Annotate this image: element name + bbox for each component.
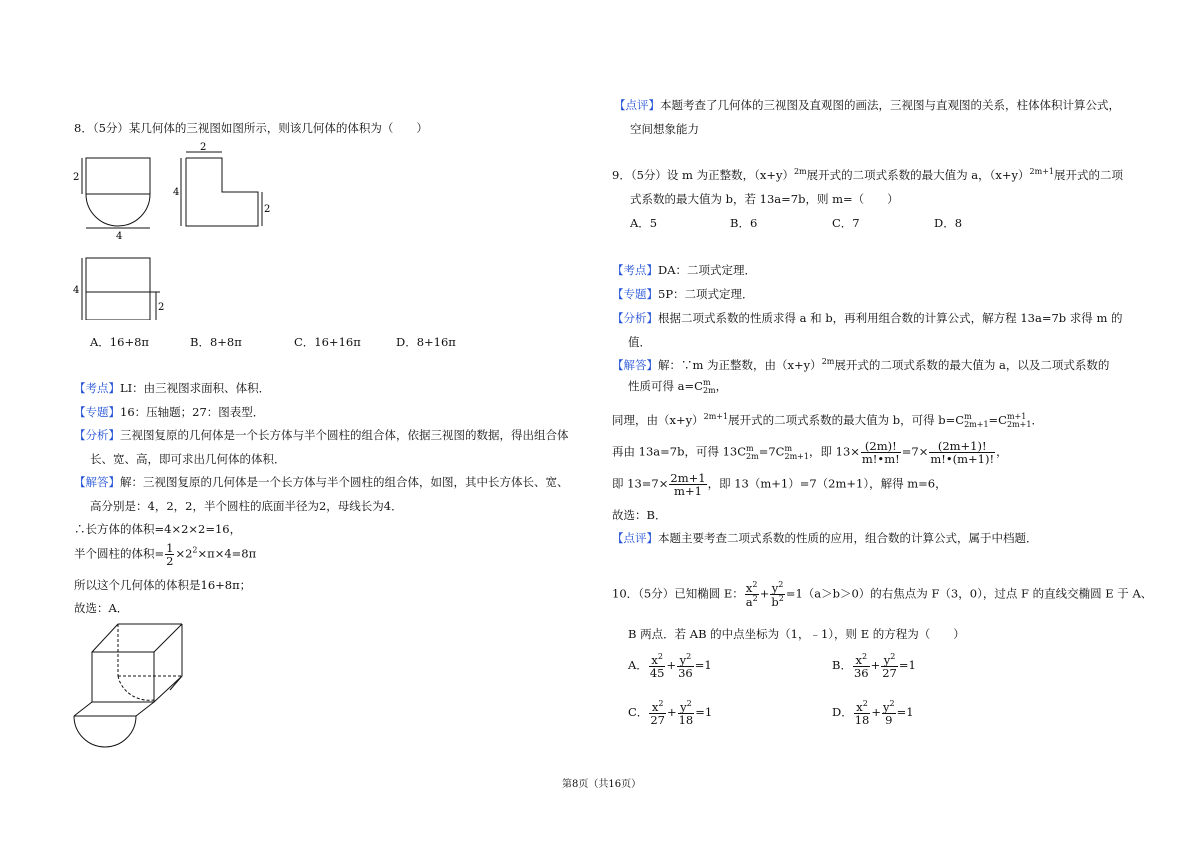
fig-front-w: 4 [116, 231, 123, 242]
fig-side-h: 4 [173, 187, 180, 198]
q8-jieda [74, 474, 569, 490]
q10-option-d: D． $\frac{x^2}{18}$ + $\frac{y^2}{9}$ =1 [832, 699, 914, 727]
q8-dianping-2: 空间想象能力 [630, 122, 699, 136]
kaodian-text: LI：由三视图求面积、体积． [120, 381, 271, 395]
q9-line-5: 即 13=7× $\frac{2m+1}{m+1}$ ，即 13（m+1）=7（2m+1），解得 m=6， [612, 471, 947, 499]
three-view-figure [70, 140, 280, 320]
fenxi-text-1: 三视图复原的几何体是一个长方体与半个圆柱的组合体，依据三视图的数据，得出组合体 [120, 428, 569, 442]
q10-stem-2: B 两点．若 AB 的中点坐标为（1，﹣1），则 E 的方程为（ ） [628, 627, 965, 641]
fig-front-h: 2 [73, 172, 80, 183]
solid-figure [70, 620, 190, 750]
q9-line-4: 再由 13a=7b，可得 13C m 2m =7C m 2m+1 ，即 13× $\frac{(2m)!}{m!•m!}$ =7× $\frac{(2m+1)!}{m!•(m+1)!}$ ， [612, 439, 1008, 467]
kaodian-tag: 【考点】 [74, 381, 120, 395]
fig-top-low: 2 [158, 302, 165, 313]
zhuanti-text: 16：压轴题；27：图表型． [120, 405, 265, 419]
q9-dianping: 【点评】本题主要考查二项式系数的性质的应用，组合数的计算公式，属于中档题． [612, 531, 1038, 545]
q8-option-a: A．16+8π [90, 335, 149, 349]
q8-kaodian [74, 380, 270, 396]
line4-a: 半个圆柱的体积= [74, 546, 165, 561]
fig-side-top: 2 [200, 142, 207, 153]
q10-option-c: C． $\frac{x^2}{27}$ + $\frac{y^2}{18}$ =1 [628, 699, 713, 727]
jieda-tag: 【解答】 [74, 475, 120, 489]
q8-line-4: 半个圆柱的体积= $\frac{1}{2}$ $\times 2^2\times\pi\times 4=8\pi$ [74, 541, 257, 569]
half-fraction: $\frac{1}{2}$ [166, 541, 174, 569]
q8-zhuanti [74, 404, 264, 420]
q8-option-b: B．8+8π [190, 335, 242, 349]
q9-jieda-2: 性质可得 a=C m 2m ， [628, 378, 728, 395]
q8-option-d: D．8+16π [396, 335, 456, 349]
q9-fenxi-2: 值． [628, 335, 651, 349]
q9-stem-1: 9．（5分）设 m 为正整数，$(x+y)^{2m}$展开式的二项式系数的最大值为 a，$(x+y)^{2m+1}$展开式的二项 [612, 167, 1124, 182]
q10-option-b: B． $\frac{x^2}{36}$ + $\frac{y^2}{27}$ =1 [832, 652, 916, 680]
fig-side-low: 2 [264, 204, 271, 215]
q9-option-d: D．8 [934, 216, 963, 230]
q9-stem-2: 式系数的最大值为 b，若 13a=7b，则 m=（ ） [630, 192, 899, 206]
q9-kaodian: 【考点】DA：二项式定理． [612, 263, 757, 277]
zhuanti-tag: 【专题】 [74, 405, 120, 419]
q9-jieda: 【解答】解：∵m 为正整数，由$(x+y)^{2m}$展开式的二项式系数的最大值为 a，以及二项式系数的 [612, 357, 1110, 372]
q9-line-3: 同理，由$(x+y)^{2m+1}$展开式的二项式系数的最大值为 b，可得 b=C m 2m+1 =C m+1 2m+1 ． [612, 412, 1043, 429]
q10-option-a: A． $\frac{x^2}{45}$ + $\frac{y^2}{36}$ =1 [628, 652, 712, 680]
q8-option-c: C．16+16π [294, 335, 361, 349]
q10-stem-1: 10．（5分）已知椭圆 E： $\frac{x^2}{a^2}$ + $\frac{y^2}{b^2}$ =1（a＞b＞0）的右焦点为 F（3，0），过点 F 的直线交椭圆 E 于 A、 [612, 580, 1153, 609]
q8-line-6: 故选：A． [74, 601, 129, 615]
dianping-tag: 【点评】 [614, 98, 660, 112]
q8-dianping [614, 97, 1120, 113]
dianping-text-1: 本题考查了几何体的三视图及直观图的画法，三视图与直观图的关系，柱体体积计算公式， [660, 98, 1120, 112]
fenxi-tag: 【分析】 [74, 428, 120, 442]
q8-line-3: ∴长方体的体积=4×2×2=16， [74, 522, 242, 536]
q8-fenxi [74, 427, 569, 443]
q8-fenxi-2: 长、宽、高，即可求出几何体的体积． [90, 452, 286, 466]
jieda-text-1: 解：三视图复原的几何体是一个长方体与半个圆柱的组合体，如图，其中长方体长、宽、 [120, 475, 569, 489]
fig-top-h: 4 [73, 285, 80, 296]
q9-option-c: C．7 [832, 216, 860, 230]
q9-option-b: B．6 [730, 216, 758, 230]
q8-stem: 8．（5分）某几何体的三视图如图所示，则该几何体的体积为（ ） [74, 121, 428, 135]
q9-zhuanti: 【专题】5P：二项式定理． [612, 287, 754, 301]
q9-option-a: A．5 [630, 216, 658, 230]
q8-line-5: 所以这个几何体的体积是16+8π； [74, 578, 252, 592]
q9-fenxi: 【分析】根据二项式系数的性质求得 a 和 b，再利用组合数的计算公式，解方程 13a=7b 求得 m 的 [612, 311, 1123, 325]
q9-line-6: 故选：B． [612, 508, 667, 522]
q8-jieda-2: 高分别是：4，2，2，半个圆柱的底面半径为2，母线长为4． [90, 499, 403, 513]
page-footer: 第8页（共16页） [562, 779, 642, 790]
